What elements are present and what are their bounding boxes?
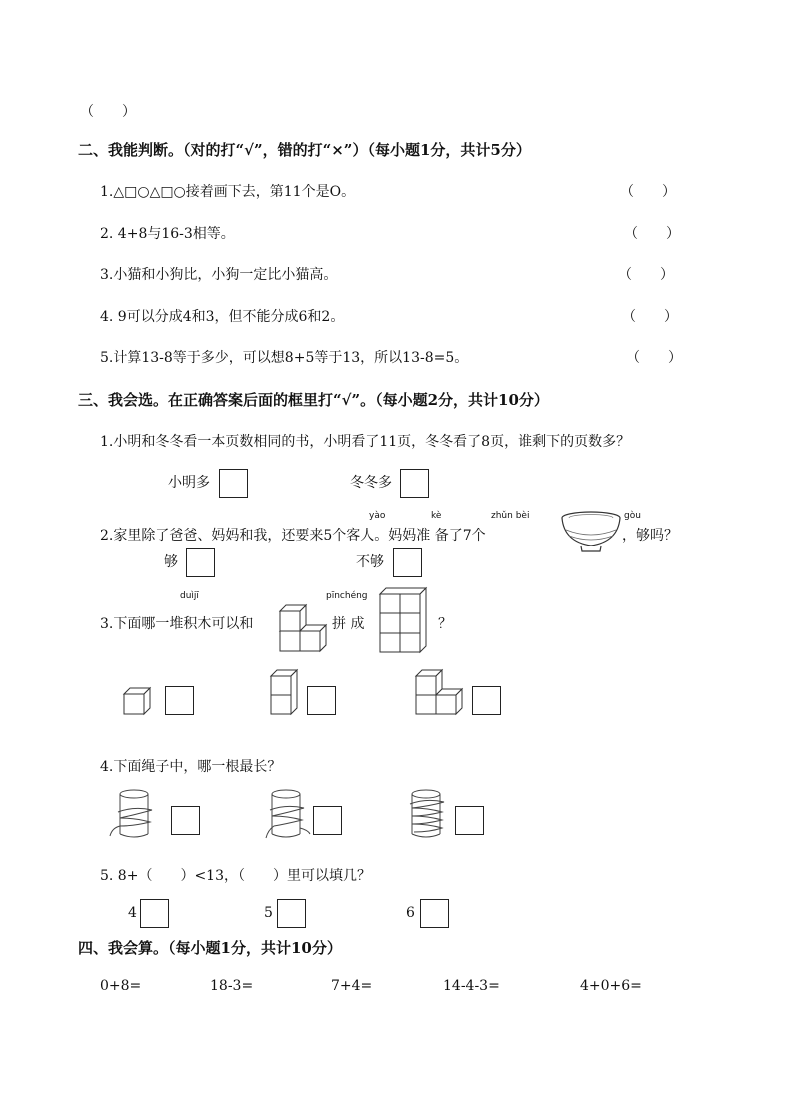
judge-paren-4[interactable]: （ ） bbox=[622, 309, 678, 325]
choice-q1-option-b-label: 冬冬多 bbox=[350, 475, 392, 491]
choice-q2-tail: ，够吗？ bbox=[622, 528, 678, 544]
block-option-2-box[interactable] bbox=[307, 686, 336, 715]
choice-q2-option-b-box[interactable] bbox=[393, 548, 422, 577]
calc-problem-3: 7+4= bbox=[331, 978, 373, 994]
choice-q2-option-a-box[interactable] bbox=[186, 548, 215, 577]
choice-q5-option-3-label: 6 bbox=[406, 905, 415, 921]
choice-q3-text-mid: 拼 成 bbox=[332, 616, 365, 632]
choice-q5-option-1-label: 4 bbox=[128, 905, 137, 921]
block-option-3-icon bbox=[414, 668, 464, 716]
section3-heading: 三、我会选。在正确答案后面的框里打“√”。（每小题2分，共计10分） bbox=[78, 391, 549, 409]
judge-paren-3[interactable]: （ ） bbox=[618, 267, 674, 283]
answer-paren: （ ） bbox=[80, 104, 136, 120]
pinyin-duiji: duìjī bbox=[180, 591, 199, 601]
pinyin-gou: gòu bbox=[624, 511, 641, 521]
choice-q1-text: 1.小明和冬冬看一本页数相同的书，小明看了11页，冬冬看了8页，谁剩下的页数多？ bbox=[100, 434, 631, 450]
judge-item-4: 4. 9可以分成4和3，但不能分成6和2。 bbox=[100, 309, 345, 325]
choice-q5-option-2-box[interactable] bbox=[277, 899, 306, 928]
block-option-1-icon bbox=[122, 686, 152, 716]
judge-item-5: 5.计算13-8等于多少，可以想8+5等于13，所以13-8=5。 bbox=[100, 350, 469, 366]
rope-cylinder-2-icon bbox=[260, 788, 312, 844]
rope-option-2-box[interactable] bbox=[313, 806, 342, 835]
choice-q5-option-3-box[interactable] bbox=[420, 899, 449, 928]
choice-q1-option-a-box[interactable] bbox=[219, 469, 248, 498]
choice-q1-option-b-box[interactable] bbox=[400, 469, 429, 498]
calc-problem-4: 14-4-3= bbox=[443, 978, 500, 994]
rope-cylinder-1-icon bbox=[108, 788, 160, 844]
choice-q5-option-1-box[interactable] bbox=[140, 899, 169, 928]
section2-heading: 二、我能判断。（对的打“√”，错的打“×”）（每小题1分，共计5分） bbox=[78, 141, 531, 159]
choice-q1-option-a-label: 小明多 bbox=[168, 475, 210, 491]
judge-paren-5[interactable]: （ ） bbox=[626, 350, 682, 366]
calc-problem-1: 0+8= bbox=[100, 978, 142, 994]
choice-q4-text: 4.下面绳子中，哪一根最长？ bbox=[100, 759, 282, 775]
bowl-icon bbox=[560, 510, 622, 554]
pinyin-ke: kè bbox=[431, 511, 442, 521]
pinyin-zhunbei: zhǔn bèi bbox=[491, 511, 530, 521]
judge-item-3: 3.小猫和小狗比，小狗一定比小猫高。 bbox=[100, 267, 338, 283]
pinyin-pincheng: pīnchéng bbox=[326, 591, 368, 601]
choice-q3-tail: ？ bbox=[438, 616, 452, 632]
target-blocks-icon bbox=[378, 588, 430, 654]
judge-paren-2[interactable]: （ ） bbox=[624, 226, 680, 242]
choice-q2-text: 2.家里除了爸爸、妈妈和我，还要来5个客人。妈妈准 备了7个 bbox=[100, 528, 486, 544]
judge-paren-1[interactable]: （ ） bbox=[620, 184, 676, 200]
choice-q2-option-b-label: 不够 bbox=[356, 554, 384, 570]
choice-q3-text: 3.下面哪一堆积木可以和 bbox=[100, 616, 254, 632]
rope-option-1-box[interactable] bbox=[171, 806, 200, 835]
section4-heading: 四、我会算。（每小题1分，共计10分） bbox=[78, 939, 342, 957]
block-option-1-box[interactable] bbox=[165, 686, 194, 715]
block-option-2-icon bbox=[269, 668, 299, 716]
judge-item-1: 1.△□○△□○接着画下去，第11个是O。 bbox=[100, 184, 356, 200]
calc-problem-2: 18-3= bbox=[210, 978, 254, 994]
block-option-3-box[interactable] bbox=[472, 686, 501, 715]
rope-cylinder-3-icon bbox=[400, 788, 452, 844]
rope-option-3-box[interactable] bbox=[455, 806, 484, 835]
pinyin-yao: yào bbox=[369, 511, 386, 521]
judge-item-2: 2. 4+8与16-3相等。 bbox=[100, 226, 235, 242]
choice-q2-option-a-label: 够 bbox=[164, 554, 178, 570]
given-blocks-icon bbox=[278, 585, 328, 655]
choice-q5-text: 5. 8+（ ）<13，（ ）里可以填几？ bbox=[100, 868, 371, 884]
calc-problem-5: 4+0+6= bbox=[580, 978, 642, 994]
choice-q5-option-2-label: 5 bbox=[264, 905, 273, 921]
